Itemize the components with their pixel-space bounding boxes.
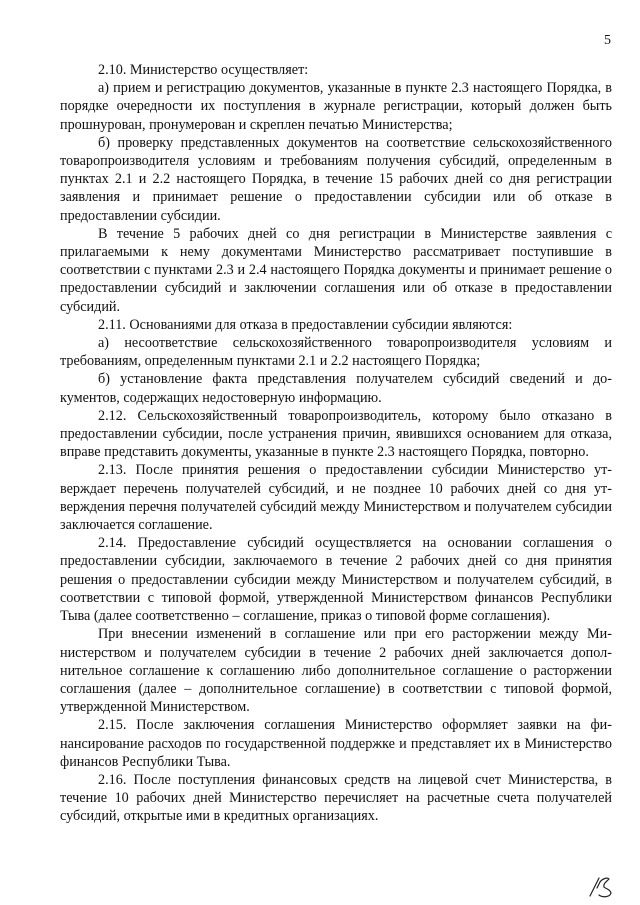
- paragraph: 2.14. Предоставление субсидий осуществляется на основании соглашения о предоставлении субсидии, заключаемого в течение 2 рабочих дней со дня принятия решения о предоставлении субсидии между Министерством и получателем субсидий, в соответствии с типовой формой, утвержденной Министерством финансов Республики Тыва (далее соответственно – соглашение, приказ о типовой форме соглашения).: [60, 535, 612, 625]
- paragraph: б) установление факта представления получателем субсидий сведений и документов, содержащих недостоверную информацию.: [60, 371, 612, 406]
- paragraph: При внесении изменений в соглашение или при его расторжении между Министерством и получателем субсидии в течение 2 рабочих дней заключается дополнительное соглашение к соглашению либо дополнительное соглашение о расторжении соглашения (далее – дополнительное соглашение) в соответствии с типовой формой, утвержденной Министерством.: [60, 626, 612, 716]
- paragraph: 2.13. После принятия решения о предоставлении субсидии Министерство утверждает перечень получателей субсидий, и не позднее 10 рабочих дней со дня утверждения перечня получателей субсидий между Министерством и получателем субсидии заключается соглашение.: [60, 462, 612, 534]
- paragraph: а) прием и регистрацию документов, указанные в пункте 2.3 настоящего Порядка, в порядке очередности их поступления в журнале регистрации, который должен быть прошнурован, пронумерован и скреплен печатью Министерства;: [60, 80, 612, 133]
- handwritten-signature: [586, 874, 616, 900]
- paragraph: 2.10. Министерство осуществляет:: [98, 62, 309, 78]
- document-body: [60, 61, 612, 826]
- paragraph: 2.15. После заключения соглашения Министерство оформляет заявки на финансирование расходов по государственной поддержке и представляет их в Министерство финансов Республики Тыва.: [60, 717, 612, 770]
- page-number: 5: [604, 33, 611, 48]
- paragraph: В течение 5 рабочих дней со дня регистрации в Министерстве заявления с прилагаемыми к нему документами Министерство рассматривает поступившие в соответствии с пунктами 2.3 и 2.4 настоящего Порядка документы и принимает решение о предоставлении субсидий и заключении соглашения или об отказе в предоставлении субсидий.: [60, 225, 612, 315]
- paragraph: а) несоответствие сельскохозяйственного товаропроизводителя условиям и требованиям, определенным пунктами 2.1 и 2.2 настоящего Порядка;: [60, 335, 612, 370]
- paragraph: 2.11. Основаниями для отказа в предоставлении субсидии являются:: [98, 316, 513, 333]
- paragraph: 2.16. После поступления финансовых средств на лицевой счет Министерства, в течение 10 рабочих дней Министерство перечисляет на расчетные счета получателей субсидий, открытые ими в кредитных организациях.: [60, 771, 612, 825]
- paragraph: 2.12. Сельскохозяйственный товаропроизводитель, которому было отказано в предоставлении субсидии, после устранения причин, явившихся основанием для отказа, вправе представить документы, указанные в пункте 2.3 настоящего Порядка, повторно.: [60, 407, 612, 461]
- paragraph: б) проверку представленных документов на соответствие сельскохозяйственного товаропроизводителя условиям и требованиям получения субсидий, определенным в пунктах 2.1 и 2.2 настоящего Порядка, в течение 15 рабочих дней со дня регистрации заявления и принимает решение о предоставлении субсидии или об отказе в предоставлении субсидии.: [60, 134, 612, 224]
